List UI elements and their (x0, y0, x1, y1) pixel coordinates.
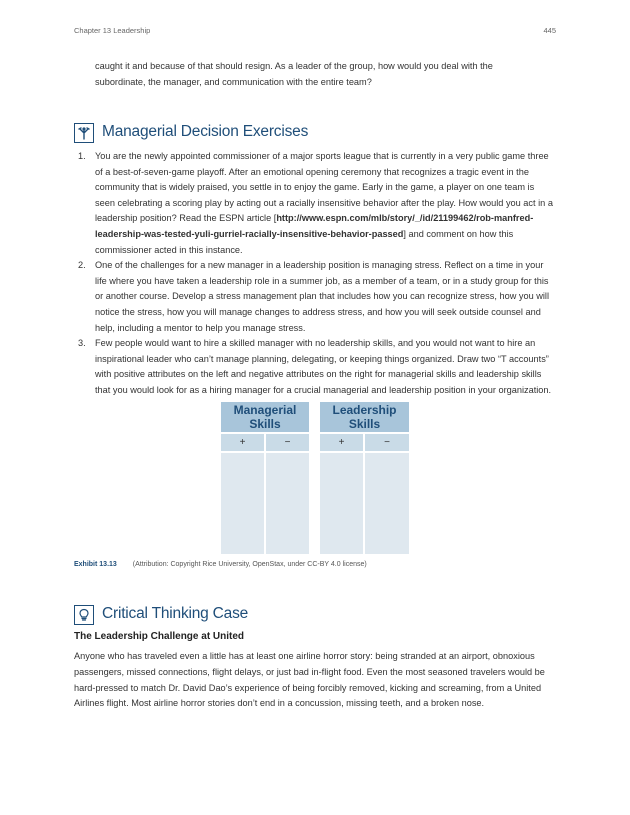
list-item (78, 149, 553, 258)
item-number: 1. (78, 151, 86, 161)
t-chart-signs (221, 434, 309, 451)
case-title: The Leadership Challenge at United (74, 631, 245, 642)
case-paragraph: Anyone who has traveled even a little has at least one airline horror story: being stranded at an airport, obnoxious passengers, missed connections, flight delays, or just bad in-flight food. Even the most seasoned travelers would be hard-pressed to match Dr. David Dao’s experience of being forcibly removed, kicking and screaming, from a United Airlines flight. Most airline horror stories don’t end in a concussion, missing teeth, and a broken nose. (74, 651, 545, 709)
espn-article-link[interactable]: http://www.espn.com/mlb/story/_/id/21199462/rob-manfred-leadership-was-tested-yuli-gurriel-racially-insensitive-behavior-passed (95, 213, 534, 239)
minus-label: − (365, 434, 409, 451)
list-item (78, 336, 553, 398)
figure-caption (74, 561, 367, 568)
item-number: 2. (78, 260, 86, 271)
item-text: Few people would want to hire a skilled manager with no leadership skills, and you would not want to hire an inspirational leader who can’t manage planning, delegating, or keeping things organized. Draw two “T accounts” with positive attributes on the left and negative attributes on the right for managerial skills and leadership skills that you would look for as a hiring manager for a crucial managerial and leadership position in your organization. (95, 338, 552, 395)
t-chart-leadership (320, 402, 409, 554)
negative-column (266, 453, 309, 554)
t-chart-signs (320, 434, 409, 451)
list-item (78, 258, 553, 336)
plus-label: + (320, 434, 363, 451)
caption-label: Exhibit 13.13 (74, 561, 117, 568)
page-number: 445 (543, 26, 556, 35)
positive-column (320, 453, 363, 554)
running-header (74, 26, 556, 38)
caption-attribution: (Attribution: Copyright Rice University, OpenStax, under CC-BY 4.0 license) (132, 561, 367, 568)
decision-figure-icon (74, 123, 94, 143)
section-title: Critical Thinking Case (102, 605, 249, 622)
item-text-end: ] and comment on how this commissioner acted in this instance. (95, 228, 514, 255)
t-chart-title: Leadership Skills (320, 402, 409, 432)
item-text: One of the challenges for a new manager in a leadership position is managing stress. Reflect on a time in your life where you have taken a leadership role in a summer job, as a member of a team, or in a study group for this or another course. Develop a stress management plan that includes how you can recognize stress, how you will notice the stress, how you will manage changes to address stress, and how you will seek outside counsel and help, including a mentor to help you manage stress. (95, 260, 550, 333)
negative-column (365, 453, 409, 554)
lightbulb-icon (74, 605, 94, 625)
positive-column (221, 453, 264, 554)
t-chart-managerial (221, 402, 309, 554)
exercise-list (78, 149, 553, 399)
t-chart-title: Managerial Skills (221, 402, 309, 432)
item-text: You are the newly appointed commissioner of a major sports league that is currently in a very public game three of a best-of-seven-game playoff. After an emotional opening ceremony that recognizes a tragic event in the community that is widely praised, you settle in to enjoy the game. Early in the game, a player on one team is seen celebrating a scoring play by acting out a racially insensitive behavior after the play. How would you act in a leadership position? Read the ESPN article [ (95, 151, 553, 224)
intro-paragraph: caught it and because of that should resign. As a leader of the group, how would you deal with the subordinate, the manager, and communication with the entire team? (95, 61, 493, 87)
section-title: Managerial Decision Exercises (102, 123, 309, 140)
plus-label: + (221, 434, 264, 451)
chapter-label: Chapter 13 Leadership (74, 26, 151, 35)
minus-label: − (266, 434, 309, 451)
item-number: 3. (78, 338, 86, 349)
